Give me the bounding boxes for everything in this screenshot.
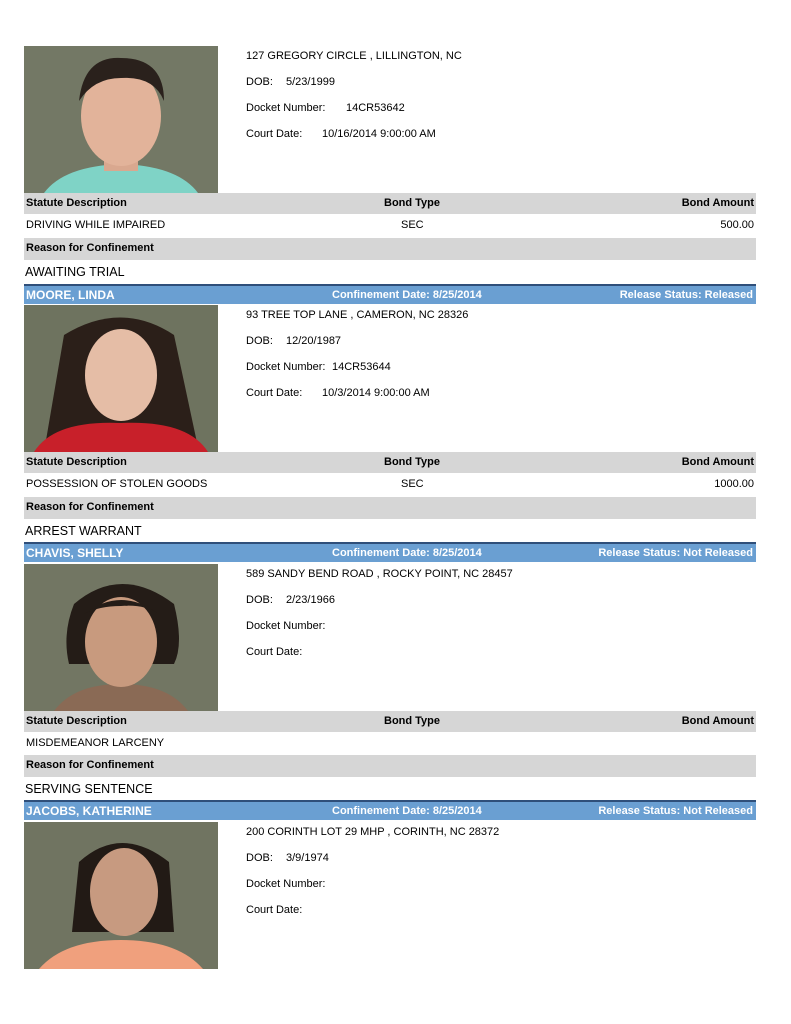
charge-row	[24, 474, 756, 496]
inmate-name: MOORE, LINDA	[26, 288, 115, 302]
release-status: Release Status: Not Released	[598, 547, 753, 559]
mugshot-photo	[24, 46, 218, 193]
release-status: Release Status: Not Released	[598, 805, 753, 817]
statute-value: POSSESSION OF STOLEN GOODS	[26, 478, 208, 490]
bond-type-value: SEC	[401, 219, 424, 231]
mugshot-photo	[24, 822, 218, 969]
docket-label: Docket Number:	[246, 102, 326, 114]
charge-table-header	[24, 452, 756, 473]
bond-amount-header: Bond Amount	[681, 197, 754, 209]
bond-amount-header: Bond Amount	[681, 456, 754, 468]
reason-header	[24, 755, 756, 777]
charge-row	[24, 215, 756, 237]
address: 93 TREE TOP LANE , CAMERON, NC 28326	[246, 309, 469, 321]
dob-value: 5/23/1999	[286, 76, 335, 88]
mugshot-photo	[24, 305, 218, 452]
reason-label: Reason for Confinement	[26, 242, 154, 254]
bond-amount-value: 1000.00	[714, 478, 754, 490]
bond-amount-value: 500.00	[720, 219, 754, 231]
release-status: Release Status: Released	[619, 289, 753, 301]
reason-header	[24, 497, 756, 519]
court-date-label: Court Date:	[246, 387, 303, 399]
docket-value: 14CR53644	[332, 361, 391, 373]
statute-header: Statute Description	[26, 715, 127, 727]
dob-label: DOB:	[246, 852, 273, 864]
docket-label: Docket Number:	[246, 878, 326, 890]
reason-label: Reason for Confinement	[26, 759, 154, 771]
address: 200 CORINTH LOT 29 MHP , CORINTH, NC 28372	[246, 826, 500, 838]
docket-label: Docket Number:	[246, 361, 326, 373]
statute-value: DRIVING WHILE IMPAIRED	[26, 219, 166, 231]
dob-value: 12/20/1987	[286, 335, 342, 347]
dob-label: DOB:	[246, 335, 273, 347]
reason-value: ARREST WARRANT	[25, 524, 142, 538]
inmate-name-bar	[24, 542, 756, 562]
inmate-name: JACOBS, KATHERINE	[26, 804, 152, 818]
dob-value: 2/23/1966	[286, 594, 335, 606]
confinement-date: Confinement Date: 8/25/2014	[332, 547, 482, 559]
bond-type-header: Bond Type	[384, 456, 441, 468]
address: 127 GREGORY CIRCLE , LILLINGTON, NC	[246, 50, 462, 62]
reason-label: Reason for Confinement	[26, 501, 154, 513]
charge-table-header	[24, 711, 756, 732]
charge-table-header	[24, 193, 756, 214]
mugshot-photo	[24, 564, 218, 711]
dob-label: DOB:	[246, 76, 273, 88]
court-date-label: Court Date:	[246, 128, 303, 140]
inmate-name-bar	[24, 800, 756, 820]
court-date-value: 10/3/2014 9:00:00 AM	[322, 387, 430, 399]
docket-value: 14CR53642	[346, 102, 405, 114]
charge-row	[24, 733, 756, 755]
bond-type-header: Bond Type	[384, 715, 441, 727]
statute-header: Statute Description	[26, 197, 127, 209]
statute-value: MISDEMEANOR LARCENY	[26, 737, 165, 749]
bond-type-header: Bond Type	[384, 197, 441, 209]
inmate-name: CHAVIS, SHELLY	[26, 546, 124, 560]
dob-value: 3/9/1974	[286, 852, 329, 864]
court-date-label: Court Date:	[246, 646, 303, 658]
address: 589 SANDY BEND ROAD , ROCKY POINT, NC 28457	[246, 568, 513, 580]
inmate-name-bar	[24, 284, 756, 304]
reason-header	[24, 238, 756, 260]
bond-type-value: SEC	[401, 478, 424, 490]
reason-value: SERVING SENTENCE	[25, 782, 153, 796]
bond-amount-header: Bond Amount	[681, 715, 754, 727]
reason-value: AWAITING TRIAL	[25, 265, 125, 279]
court-date-label: Court Date:	[246, 904, 303, 916]
court-date-value: 10/16/2014 9:00:00 AM	[322, 128, 436, 140]
dob-label: DOB:	[246, 594, 273, 606]
confinement-date: Confinement Date: 8/25/2014	[332, 805, 482, 817]
confinement-date: Confinement Date: 8/25/2014	[332, 289, 482, 301]
docket-label: Docket Number:	[246, 620, 326, 632]
statute-header: Statute Description	[26, 456, 127, 468]
